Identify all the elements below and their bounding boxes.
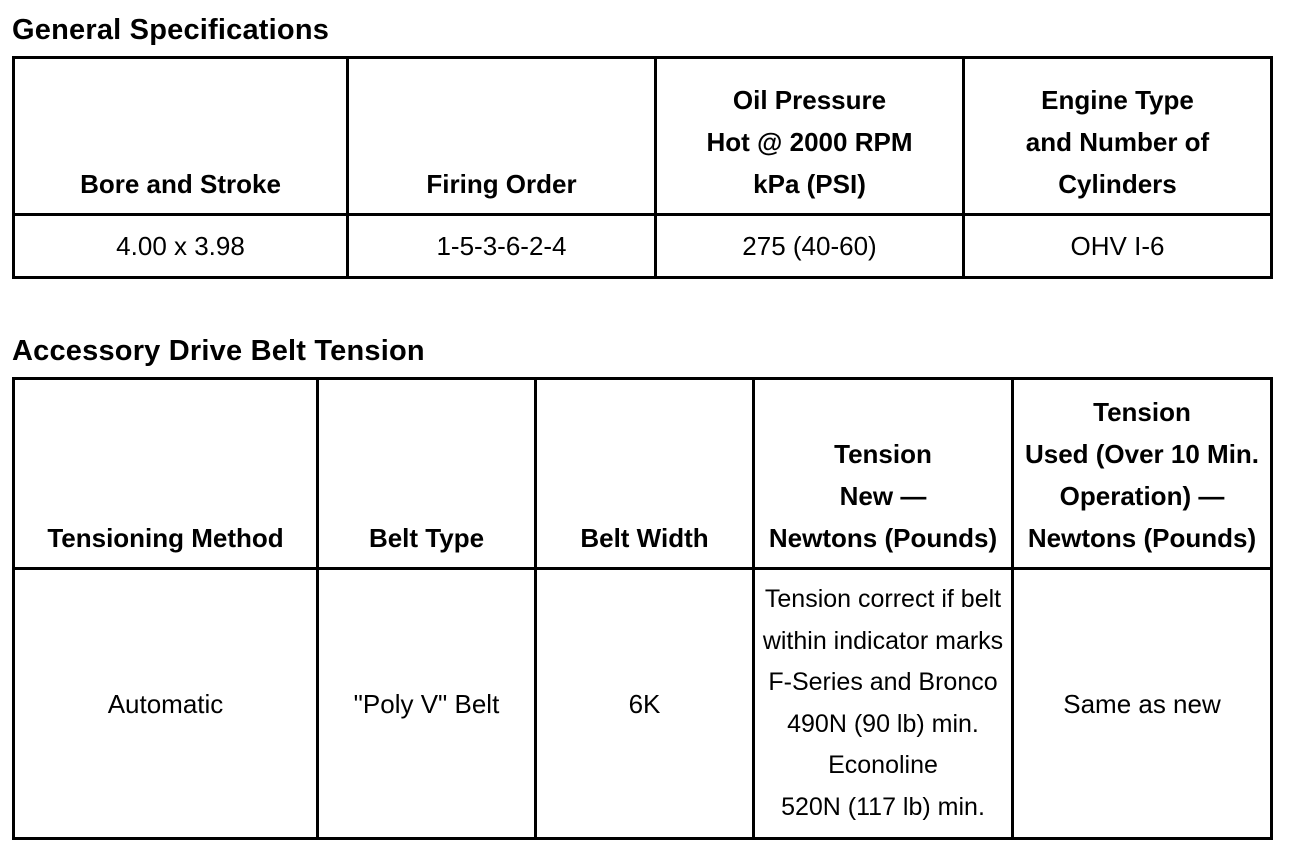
cell-belt-type: "Poly V" Belt <box>318 569 536 839</box>
header-belt-type: Belt Type <box>318 379 536 569</box>
cell-oil-pressure: 275 (40-60) <box>656 215 964 278</box>
header-tension-new: Tension New — Newtons (Pounds) <box>754 379 1013 569</box>
table-row <box>14 215 1272 278</box>
general-specifications-title: General Specifications <box>12 14 330 46</box>
cell-engine-type: OHV I-6 <box>964 215 1272 278</box>
header-engine-type: Engine Type and Number of Cylinders <box>964 58 1272 215</box>
header-tension-used: Tension Used (Over 10 Min. Operation) — Newtons (Pounds) <box>1013 379 1272 569</box>
header-firing-order: Firing Order <box>348 58 656 215</box>
header-tensioning-method: Tensioning Method <box>14 379 318 569</box>
table-row <box>14 569 1272 839</box>
general-specifications-table <box>12 56 1273 279</box>
cell-firing-order: 1-5-3-6-2-4 <box>348 215 656 278</box>
header-bore-and-stroke: Bore and Stroke <box>14 58 348 215</box>
cell-belt-width: 6K <box>536 569 754 839</box>
header-row <box>14 379 1272 569</box>
belt-tension-table <box>12 377 1273 840</box>
cell-tensioning-method: Automatic <box>14 569 318 839</box>
header-row <box>14 58 1272 215</box>
belt-tension-title: Accessory Drive Belt Tension <box>12 335 425 367</box>
cell-tension-new: Tension correct if belt within indicator marks F-Series and Bronco 490N (90 lb) min. Econoline 520N (117 lb) min. <box>754 569 1013 839</box>
cell-tension-used: Same as new <box>1013 569 1272 839</box>
cell-bore-and-stroke: 4.00 x 3.98 <box>14 215 348 278</box>
header-belt-width: Belt Width <box>536 379 754 569</box>
header-oil-pressure: Oil Pressure Hot @ 2000 RPM kPa (PSI) <box>656 58 964 215</box>
